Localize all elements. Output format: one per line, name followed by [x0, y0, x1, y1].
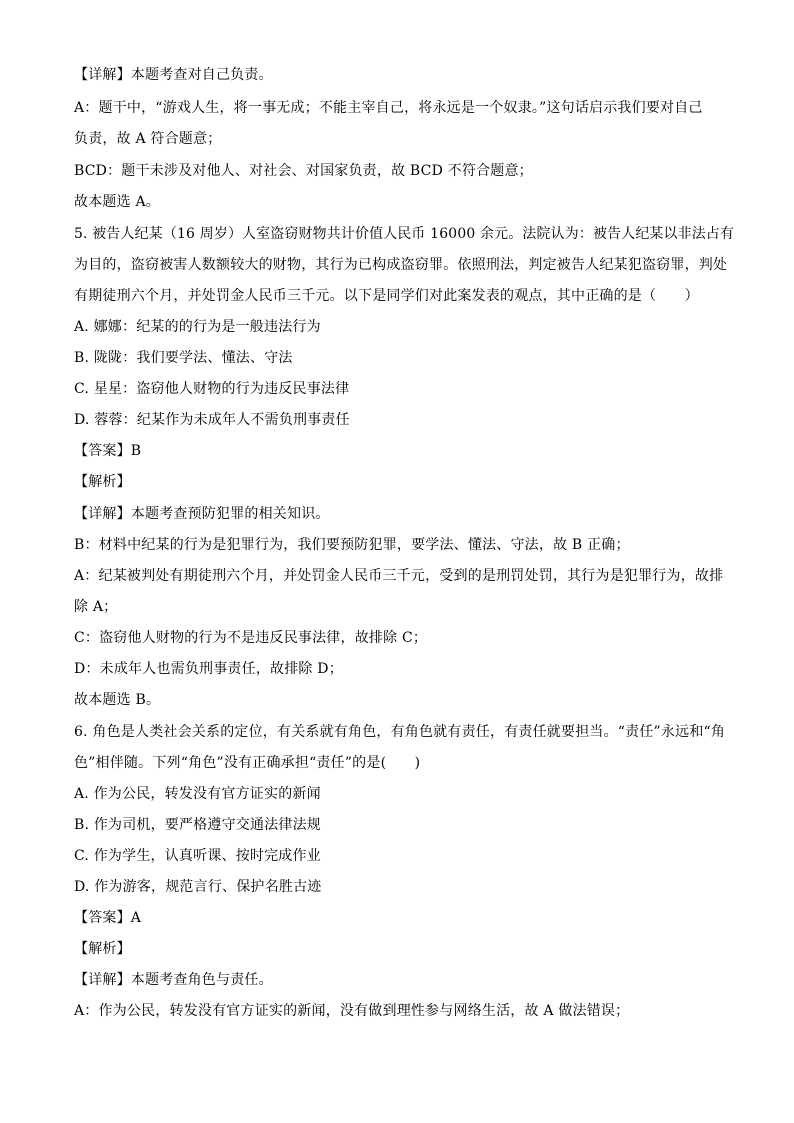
question-5-option-b: B. 陇陇：我们要学法、懂法、守法	[74, 350, 293, 366]
question-5-analysis-a: A：纪某被判处有期徒刑六个月，并处罚金人民币三千元，受到的是刑罚处罚，其行为是犯罪行为，故排	[74, 568, 724, 584]
question-5-analysis-c: C：盗窃他人财物的行为不是违反民事法律，故排除 C；	[74, 630, 428, 646]
question-6-answer: 【答案】A	[74, 910, 142, 926]
text-line-conclusion-4: 故本题选 A。	[74, 194, 160, 210]
question-5-stem-3: 有期徒刑六个月，并处罚金人民币三千元。以下是同学们对此案发表的观点，其中正确的是（ ）	[74, 288, 699, 304]
question-5-option-a: A. 娜娜：纪某的的行为是一般违法行为	[74, 319, 321, 335]
text-line-detail-1: 【详解】本题考查对自己负责。	[74, 67, 273, 83]
question-6-option-c: C. 作为学生，认真听课、按时完成作业	[74, 848, 321, 864]
question-5-stem-2: 为目的，盗窃被害人数额较大的财物，其行为已构成盗窃罪。依照刑法，判定被告人纪某犯盗窃罪，判处	[74, 257, 728, 273]
question-5-option-c: C. 星星：盗窃他人财物的行为违反民事法律	[74, 381, 350, 397]
question-5-option-d: D. 蓉蓉：纪某作为未成年人不需负刑事责任	[74, 412, 350, 428]
question-5-analysis-b: B：材料中纪某的行为是犯罪行为，我们要预防犯罪，要学法、懂法、守法，故 B 正确；	[74, 537, 630, 553]
question-5-analysis-d: D：未成年人也需负刑事责任，故排除 D；	[74, 661, 343, 677]
text-line-analysis-a: A：题干中，“游戏人生，将一事无成；不能主宰自己，将永远是一个奴隶。”这句话启示我们要对自己	[74, 100, 703, 116]
question-6-option-b: B. 作为司机，要严格遵守交通法律法规	[74, 817, 321, 833]
question-5-conclusion: 故本题选 B。	[74, 692, 161, 708]
question-5-answer: 【答案】B	[74, 443, 142, 459]
question-6-analysis-heading: 【解析】	[74, 941, 131, 957]
question-6-detail: 【详解】本题考查角色与责任。	[74, 972, 273, 988]
text-line-analysis-a-cont: 负责，故 A 符合题意；	[74, 131, 222, 147]
question-6-analysis-a: A：作为公民，转发没有官方证实的新闻，没有做到理性参与网络生活，故 A 做法错误；	[74, 1003, 630, 1019]
question-5-analysis-heading: 【解析】	[74, 474, 131, 490]
question-6-stem-1: 6. 角色是人类社会关系的定位，有关系就有角色，有角色就有责任，有责任就要担当。“责任”永远和“角	[74, 724, 726, 740]
question-6-stem-2: 色”相伴随。下列“角色”没有正确承担“责任”的是( )	[74, 755, 421, 771]
question-5-stem-1: 5. 被告人纪某（16 周岁）人室盗窃财物共计价值人民币 16000 余元。法院认为：被告人纪某以非法占有	[74, 226, 735, 242]
question-6-option-d: D. 作为游客，规范言行、保护名胜古迹	[74, 879, 322, 895]
question-6-option-a: A. 作为公民，转发没有官方证实的新闻	[74, 786, 321, 802]
question-5-analysis-a-cont: 除 A；	[74, 599, 118, 615]
text-line-analysis-bcd: BCD：题干未涉及对他人、对社会、对国家负责，故 BCD 不符合题意；	[74, 163, 533, 179]
question-5-detail: 【详解】本题考查预防犯罪的相关知识。	[74, 506, 330, 522]
